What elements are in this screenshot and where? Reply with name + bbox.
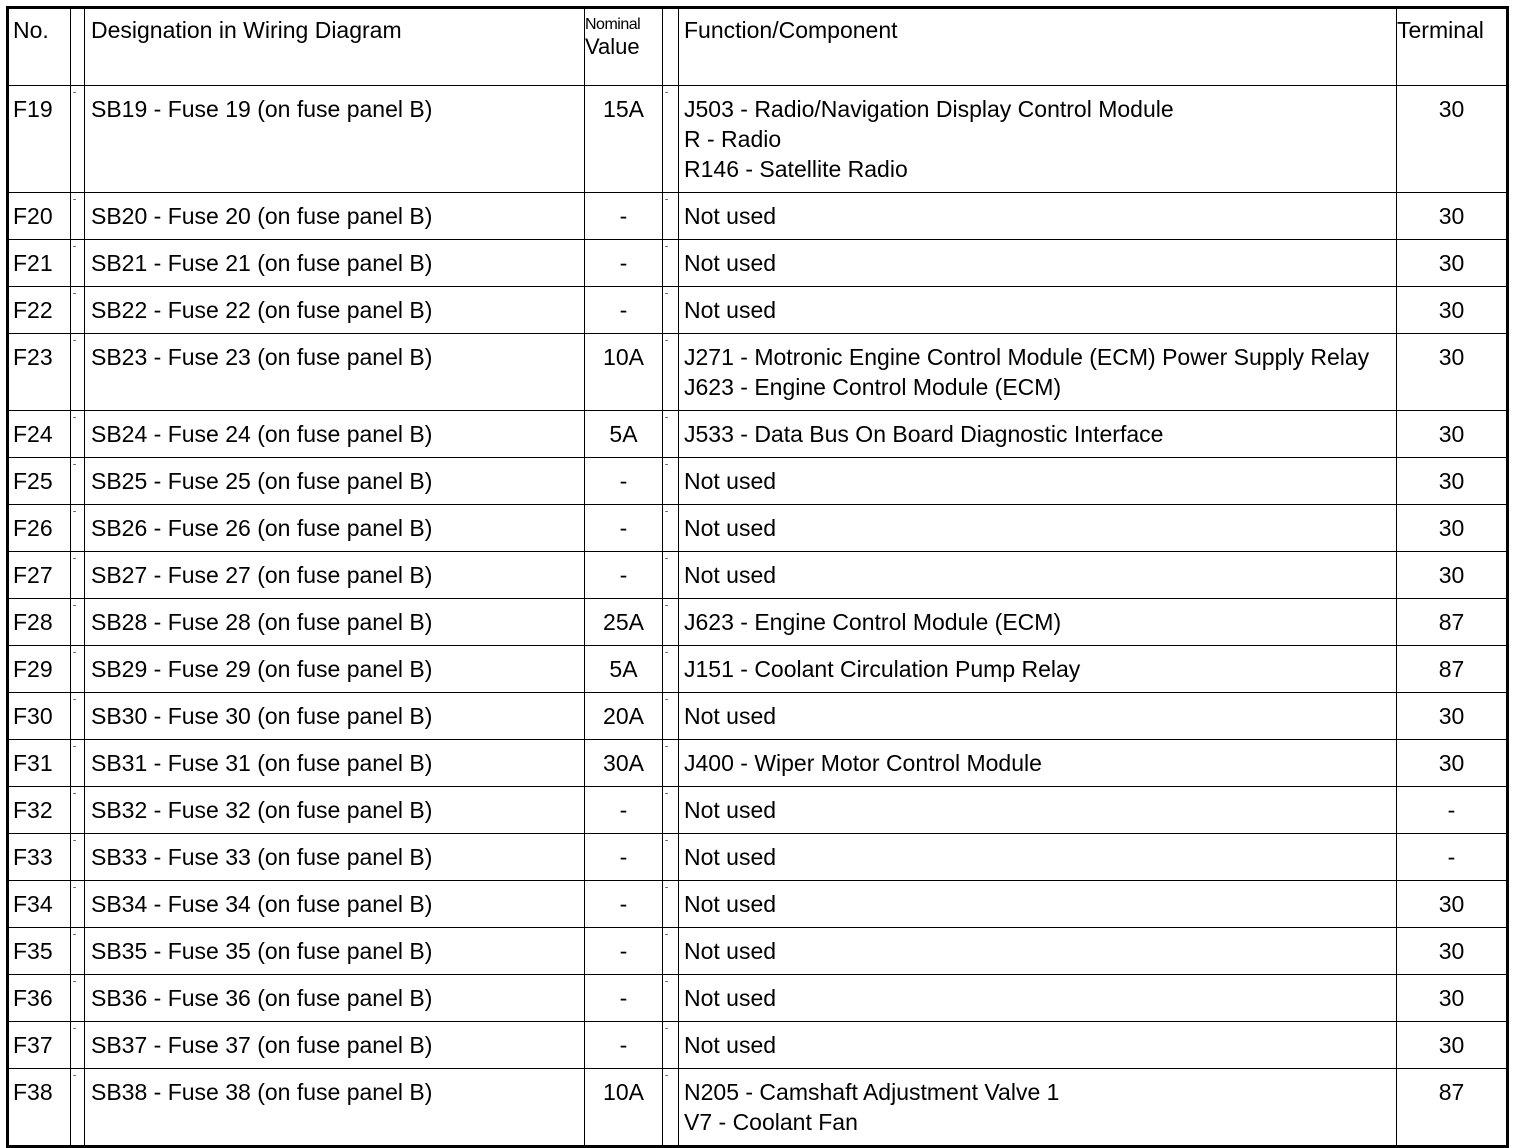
terminal-value: 30 bbox=[1397, 552, 1508, 599]
terminal-value: 30 bbox=[1397, 693, 1508, 740]
terminal-value: 30 bbox=[1397, 86, 1508, 193]
fuse-designation: SB36 - Fuse 36 (on fuse panel B) bbox=[85, 975, 585, 1022]
table-row bbox=[8, 646, 1508, 693]
row-spacer bbox=[71, 646, 85, 693]
header-function: Function/Component bbox=[679, 8, 1397, 86]
nominal-value: - bbox=[585, 240, 663, 287]
row-spacer bbox=[663, 646, 679, 693]
header-row bbox=[8, 8, 1508, 86]
tick-mark: ˉ bbox=[73, 245, 77, 256]
row-spacer bbox=[663, 787, 679, 834]
function-component bbox=[679, 411, 1397, 458]
fuse-designation: SB20 - Fuse 20 (on fuse panel B) bbox=[85, 193, 585, 240]
row-spacer bbox=[71, 552, 85, 599]
row-spacer bbox=[71, 287, 85, 334]
row-spacer bbox=[663, 86, 679, 193]
tick-mark: ˉ bbox=[73, 292, 77, 303]
terminal-value: 30 bbox=[1397, 740, 1508, 787]
tick-mark: ˉ bbox=[73, 198, 77, 209]
terminal-value: - bbox=[1397, 787, 1508, 834]
function-line: Not used bbox=[684, 1032, 777, 1058]
tick-mark: ˉ bbox=[665, 839, 669, 850]
table-row bbox=[8, 552, 1508, 599]
tick-mark: ˉ bbox=[73, 1027, 77, 1038]
function-component bbox=[679, 334, 1397, 411]
table-row bbox=[8, 505, 1508, 552]
tick-mark: ˉ bbox=[665, 651, 669, 662]
fuse-number: F21 bbox=[8, 240, 71, 287]
nominal-value: - bbox=[585, 881, 663, 928]
table-row bbox=[8, 740, 1508, 787]
function-component bbox=[679, 240, 1397, 287]
fuse-designation: SB38 - Fuse 38 (on fuse panel B) bbox=[85, 1069, 585, 1147]
terminal-value: 30 bbox=[1397, 411, 1508, 458]
table-row bbox=[8, 928, 1508, 975]
terminal-value: 87 bbox=[1397, 646, 1508, 693]
fuse-designation: SB34 - Fuse 34 (on fuse panel B) bbox=[85, 881, 585, 928]
function-line: Not used bbox=[684, 468, 777, 494]
row-spacer bbox=[663, 552, 679, 599]
row-spacer bbox=[663, 928, 679, 975]
fuse-number: F20 bbox=[8, 193, 71, 240]
nominal-value: 10A bbox=[585, 1069, 663, 1147]
row-spacer bbox=[71, 834, 85, 881]
row-spacer bbox=[71, 411, 85, 458]
function-component bbox=[679, 693, 1397, 740]
function-line: J271 - Motronic Engine Control Module (ECM) Power Supply Relay bbox=[684, 344, 1370, 370]
terminal-value: 30 bbox=[1397, 287, 1508, 334]
tick-mark: ˉ bbox=[73, 651, 77, 662]
tick-mark: ˉ bbox=[73, 933, 77, 944]
fuse-number: F33 bbox=[8, 834, 71, 881]
nominal-value: - bbox=[585, 975, 663, 1022]
terminal-value: 30 bbox=[1397, 193, 1508, 240]
fuse-designation: SB32 - Fuse 32 (on fuse panel B) bbox=[85, 787, 585, 834]
function-component bbox=[679, 505, 1397, 552]
tick-mark: ˉ bbox=[73, 839, 77, 850]
function-line: N205 - Camshaft Adjustment Valve 1 bbox=[684, 1079, 1060, 1105]
function-line: Not used bbox=[684, 703, 777, 729]
terminal-value: 30 bbox=[1397, 458, 1508, 505]
row-spacer bbox=[663, 1022, 679, 1069]
function-line: Not used bbox=[684, 985, 777, 1011]
tick-mark: ˉ bbox=[665, 698, 669, 709]
tick-mark: ˉ bbox=[665, 886, 669, 897]
table-row bbox=[8, 287, 1508, 334]
header-designation: Designation in Wiring Diagram bbox=[85, 8, 585, 86]
tick-mark: ˉ bbox=[665, 416, 669, 427]
row-spacer bbox=[71, 1069, 85, 1147]
table-body bbox=[8, 86, 1508, 1147]
fuse-number: F28 bbox=[8, 599, 71, 646]
function-line: J151 - Coolant Circulation Pump Relay bbox=[684, 656, 1081, 682]
tick-mark: ˉ bbox=[665, 510, 669, 521]
tick-mark: ˉ bbox=[665, 1074, 669, 1085]
fuse-number: F23 bbox=[8, 334, 71, 411]
header-nominal-bottom: Value bbox=[585, 34, 640, 59]
fuse-number: F31 bbox=[8, 740, 71, 787]
row-spacer bbox=[71, 334, 85, 411]
tick-mark: ˉ bbox=[665, 198, 669, 209]
table-row bbox=[8, 1022, 1508, 1069]
fuse-number: F36 bbox=[8, 975, 71, 1022]
nominal-value: - bbox=[585, 552, 663, 599]
fuse-number: F35 bbox=[8, 928, 71, 975]
row-spacer bbox=[663, 975, 679, 1022]
fuse-number: F19 bbox=[8, 86, 71, 193]
function-line: Not used bbox=[684, 562, 777, 588]
tick-mark: ˉ bbox=[73, 557, 77, 568]
tick-mark: ˉ bbox=[73, 1074, 77, 1085]
row-spacer bbox=[71, 86, 85, 193]
function-line: Not used bbox=[684, 203, 777, 229]
fuse-number: F30 bbox=[8, 693, 71, 740]
row-spacer bbox=[663, 193, 679, 240]
function-component bbox=[679, 1069, 1397, 1147]
row-spacer bbox=[663, 458, 679, 505]
table-row bbox=[8, 975, 1508, 1022]
function-component bbox=[679, 928, 1397, 975]
table-header bbox=[8, 8, 1508, 86]
tick-mark: ˉ bbox=[665, 933, 669, 944]
table-row bbox=[8, 86, 1508, 193]
table-row bbox=[8, 693, 1508, 740]
fuse-table bbox=[6, 6, 1509, 1148]
function-component bbox=[679, 646, 1397, 693]
terminal-value: 30 bbox=[1397, 240, 1508, 287]
fuse-designation: SB29 - Fuse 29 (on fuse panel B) bbox=[85, 646, 585, 693]
function-component bbox=[679, 740, 1397, 787]
tick-mark: ˉ bbox=[73, 745, 77, 756]
function-line: Not used bbox=[684, 938, 777, 964]
tick-mark: ˉ bbox=[73, 463, 77, 474]
nominal-value: 10A bbox=[585, 334, 663, 411]
fuse-designation: SB37 - Fuse 37 (on fuse panel B) bbox=[85, 1022, 585, 1069]
header-terminal: Terminal bbox=[1397, 8, 1508, 86]
tick-mark: ˉ bbox=[73, 604, 77, 615]
tick-mark: ˉ bbox=[73, 698, 77, 709]
row-spacer bbox=[71, 740, 85, 787]
fuse-number: F29 bbox=[8, 646, 71, 693]
row-spacer bbox=[71, 928, 85, 975]
row-spacer bbox=[71, 193, 85, 240]
row-spacer bbox=[71, 975, 85, 1022]
tick-mark: ˉ bbox=[73, 510, 77, 521]
nominal-value: - bbox=[585, 193, 663, 240]
header-spacer bbox=[71, 8, 85, 86]
function-line: Not used bbox=[684, 891, 777, 917]
row-spacer bbox=[663, 505, 679, 552]
fuse-number: F37 bbox=[8, 1022, 71, 1069]
nominal-value: - bbox=[585, 787, 663, 834]
function-component bbox=[679, 458, 1397, 505]
function-line: R146 - Satellite Radio bbox=[684, 156, 908, 182]
tick-mark: ˉ bbox=[665, 1027, 669, 1038]
nominal-value: - bbox=[585, 505, 663, 552]
row-spacer bbox=[663, 240, 679, 287]
row-spacer bbox=[71, 881, 85, 928]
row-spacer bbox=[663, 693, 679, 740]
row-spacer bbox=[71, 240, 85, 287]
fuse-designation: SB30 - Fuse 30 (on fuse panel B) bbox=[85, 693, 585, 740]
function-component bbox=[679, 193, 1397, 240]
function-line: J623 - Engine Control Module (ECM) bbox=[684, 374, 1062, 400]
table-row bbox=[8, 834, 1508, 881]
function-component bbox=[679, 881, 1397, 928]
table-row bbox=[8, 240, 1508, 287]
nominal-value: 5A bbox=[585, 646, 663, 693]
terminal-value: 30 bbox=[1397, 505, 1508, 552]
row-spacer bbox=[663, 334, 679, 411]
function-component bbox=[679, 834, 1397, 881]
fuse-designation: SB22 - Fuse 22 (on fuse panel B) bbox=[85, 287, 585, 334]
fuse-designation: SB24 - Fuse 24 (on fuse panel B) bbox=[85, 411, 585, 458]
table-row bbox=[8, 334, 1508, 411]
table-row bbox=[8, 458, 1508, 505]
tick-mark: ˉ bbox=[665, 745, 669, 756]
tick-mark: ˉ bbox=[73, 416, 77, 427]
fuse-designation: SB26 - Fuse 26 (on fuse panel B) bbox=[85, 505, 585, 552]
nominal-value: 5A bbox=[585, 411, 663, 458]
function-line: V7 - Coolant Fan bbox=[684, 1109, 858, 1135]
fuse-designation: SB28 - Fuse 28 (on fuse panel B) bbox=[85, 599, 585, 646]
fuse-number: F22 bbox=[8, 287, 71, 334]
function-component bbox=[679, 552, 1397, 599]
function-line: Not used bbox=[684, 844, 777, 870]
nominal-value: - bbox=[585, 287, 663, 334]
terminal-value: - bbox=[1397, 834, 1508, 881]
nominal-value: 30A bbox=[585, 740, 663, 787]
fuse-number: F27 bbox=[8, 552, 71, 599]
header-nominal-top: Nominal bbox=[585, 16, 641, 33]
function-component bbox=[679, 975, 1397, 1022]
nominal-value: - bbox=[585, 928, 663, 975]
row-spacer bbox=[71, 458, 85, 505]
function-line: Not used bbox=[684, 250, 777, 276]
tick-mark: ˉ bbox=[665, 604, 669, 615]
row-spacer bbox=[71, 599, 85, 646]
function-line: J533 - Data Bus On Board Diagnostic Interface bbox=[684, 421, 1164, 447]
tick-mark: ˉ bbox=[73, 886, 77, 897]
row-spacer bbox=[663, 834, 679, 881]
terminal-value: 30 bbox=[1397, 975, 1508, 1022]
fuse-number: F38 bbox=[8, 1069, 71, 1147]
function-component bbox=[679, 787, 1397, 834]
row-spacer bbox=[71, 505, 85, 552]
function-line: J400 - Wiper Motor Control Module bbox=[684, 750, 1042, 776]
header-spacer bbox=[663, 8, 679, 86]
function-component bbox=[679, 86, 1397, 193]
terminal-value: 30 bbox=[1397, 881, 1508, 928]
table-row bbox=[8, 599, 1508, 646]
nominal-value: - bbox=[585, 458, 663, 505]
fuse-number: F26 bbox=[8, 505, 71, 552]
row-spacer bbox=[663, 287, 679, 334]
tick-mark: ˉ bbox=[73, 980, 77, 991]
fuse-number: F25 bbox=[8, 458, 71, 505]
tick-mark: ˉ bbox=[665, 463, 669, 474]
nominal-value: - bbox=[585, 834, 663, 881]
table-row bbox=[8, 1069, 1508, 1147]
fuse-number: F34 bbox=[8, 881, 71, 928]
tick-mark: ˉ bbox=[73, 792, 77, 803]
row-spacer bbox=[71, 1022, 85, 1069]
tick-mark: ˉ bbox=[665, 292, 669, 303]
fuse-number: F32 bbox=[8, 787, 71, 834]
table-row bbox=[8, 193, 1508, 240]
terminal-value: 87 bbox=[1397, 599, 1508, 646]
nominal-value: 25A bbox=[585, 599, 663, 646]
fuse-designation: SB33 - Fuse 33 (on fuse panel B) bbox=[85, 834, 585, 881]
function-line: Not used bbox=[684, 515, 777, 541]
tick-mark: ˉ bbox=[665, 557, 669, 568]
terminal-value: 30 bbox=[1397, 334, 1508, 411]
tick-mark: ˉ bbox=[73, 339, 77, 350]
function-line: R - Radio bbox=[684, 126, 782, 152]
nominal-value: 15A bbox=[585, 86, 663, 193]
function-line: Not used bbox=[684, 297, 777, 323]
fuse-designation: SB35 - Fuse 35 (on fuse panel B) bbox=[85, 928, 585, 975]
nominal-value: 20A bbox=[585, 693, 663, 740]
tick-mark: ˉ bbox=[73, 91, 77, 102]
fuse-designation: SB25 - Fuse 25 (on fuse panel B) bbox=[85, 458, 585, 505]
fuse-designation: SB31 - Fuse 31 (on fuse panel B) bbox=[85, 740, 585, 787]
nominal-value: - bbox=[585, 1022, 663, 1069]
terminal-value: 30 bbox=[1397, 1022, 1508, 1069]
table-row bbox=[8, 787, 1508, 834]
row-spacer bbox=[663, 881, 679, 928]
row-spacer bbox=[663, 740, 679, 787]
terminal-value: 30 bbox=[1397, 928, 1508, 975]
terminal-value: 87 bbox=[1397, 1069, 1508, 1147]
function-line: Not used bbox=[684, 797, 777, 823]
header-no: No. bbox=[8, 8, 71, 86]
fuse-designation: SB21 - Fuse 21 (on fuse panel B) bbox=[85, 240, 585, 287]
function-component bbox=[679, 287, 1397, 334]
row-spacer bbox=[71, 693, 85, 740]
tick-mark: ˉ bbox=[665, 792, 669, 803]
table-row bbox=[8, 881, 1508, 928]
fuse-designation: SB19 - Fuse 19 (on fuse panel B) bbox=[85, 86, 585, 193]
function-line: J503 - Radio/Navigation Display Control Module bbox=[684, 96, 1174, 122]
table-row bbox=[8, 411, 1508, 458]
function-component bbox=[679, 599, 1397, 646]
fuse-designation: SB27 - Fuse 27 (on fuse panel B) bbox=[85, 552, 585, 599]
function-component bbox=[679, 1022, 1397, 1069]
header-nominal-value bbox=[585, 8, 663, 86]
tick-mark: ˉ bbox=[665, 91, 669, 102]
row-spacer bbox=[663, 411, 679, 458]
row-spacer bbox=[71, 787, 85, 834]
row-spacer bbox=[663, 599, 679, 646]
fuse-number: F24 bbox=[8, 411, 71, 458]
row-spacer bbox=[663, 1069, 679, 1147]
function-line: J623 - Engine Control Module (ECM) bbox=[684, 609, 1062, 635]
tick-mark: ˉ bbox=[665, 245, 669, 256]
tick-mark: ˉ bbox=[665, 339, 669, 350]
fuse-designation: SB23 - Fuse 23 (on fuse panel B) bbox=[85, 334, 585, 411]
tick-mark: ˉ bbox=[665, 980, 669, 991]
